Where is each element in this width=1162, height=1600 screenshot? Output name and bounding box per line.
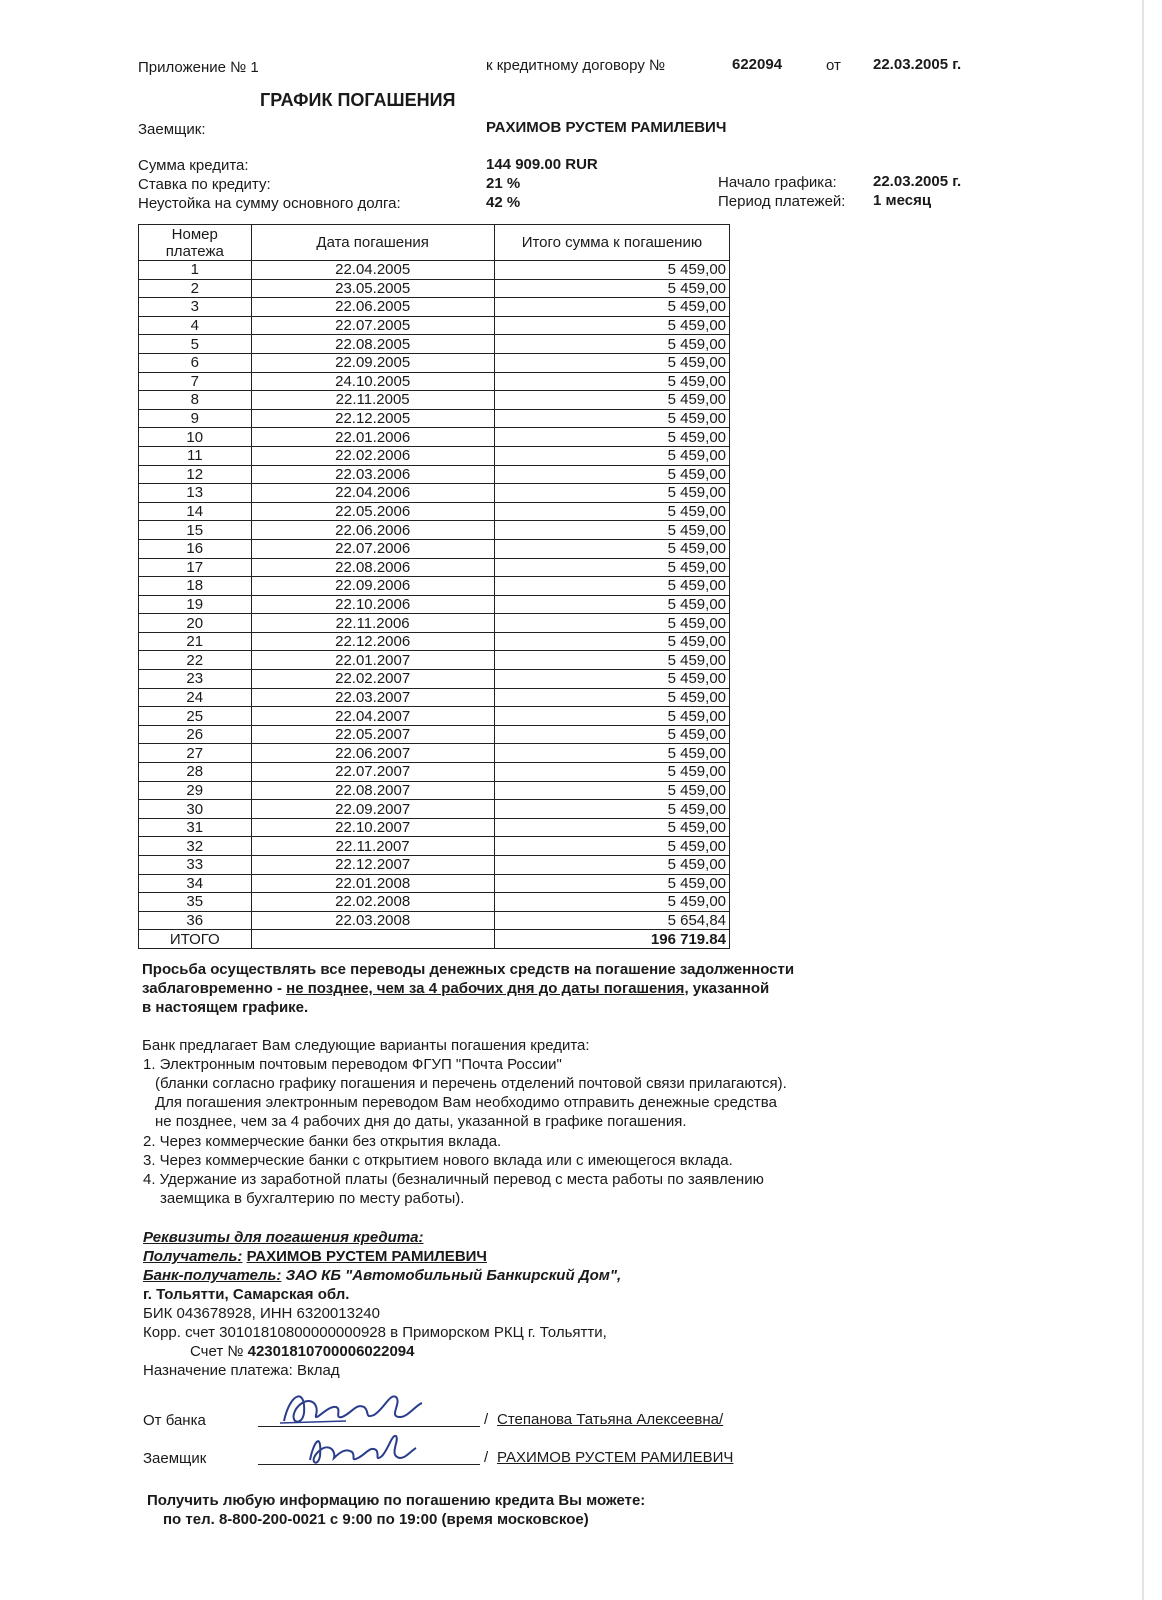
payment-amount-cell: 5 459,00 [494,707,729,726]
table-row [139,279,730,298]
recipient-name: РАХИМОВ РУСТЕМ РАМИЛЕВИЧ [246,1248,487,1265]
payment-date-cell: 22.02.2006 [251,446,494,465]
table-row [139,856,730,875]
table-row [139,781,730,800]
payment-amount-cell: 5 459,00 [494,893,729,912]
payment-number-cell: 31 [139,818,252,837]
table-row [139,763,730,782]
payment-date-cell: 22.11.2006 [251,614,494,633]
period-value: 1 месяц [873,192,932,209]
payment-number-cell: 19 [139,595,252,614]
table-row [139,744,730,763]
scan-edge [1142,0,1144,1600]
payment-date-cell: 22.04.2006 [251,484,494,503]
payment-amount-cell: 5 459,00 [494,521,729,540]
payment-amount-cell: 5 459,00 [494,279,729,298]
payment-amount-cell: 5 459,00 [494,316,729,335]
payment-amount-cell: 5 459,00 [494,353,729,372]
contract-label: к кредитному договору № [486,57,666,74]
payment-number-cell: 6 [139,353,252,372]
payment-number-cell: 22 [139,651,252,670]
payment-date-cell: 22.09.2005 [251,353,494,372]
contract-number: 622094 [732,56,783,73]
start-label: Начало графика: [718,174,837,191]
payment-purpose: Назначение платежа: Вклад [143,1362,340,1379]
table-row [139,688,730,707]
payment-number-cell: 14 [139,502,252,521]
bank-city: г. Тольятти, Самарская обл. [143,1286,350,1303]
table-row [139,818,730,837]
payment-number-cell: 11 [139,446,252,465]
contract-date: 22.03.2005 г. [873,56,962,73]
payment-number-cell: 12 [139,465,252,484]
column-header-sum: Итого сумма к погашению [494,225,729,261]
info-line-1: Получить любую информацию по погашению кредита Вы можете: [147,1492,646,1509]
bank-name: ЗАО КБ "Автомобильный Банкирский Дом", [285,1267,622,1284]
payment-amount-cell: 5 459,00 [494,558,729,577]
table-row [139,577,730,596]
table-body [139,261,730,930]
payment-date-cell: 22.06.2007 [251,744,494,763]
payment-number-cell: 20 [139,614,252,633]
payment-number-cell: 1 [139,261,252,280]
table-row [139,893,730,912]
option-line: (бланки согласно графику погашения и перечень отделений почтовой связи прилагаются). [155,1075,787,1092]
amount-value: 144 909.00 RUR [486,156,598,173]
payment-date-cell: 22.05.2007 [251,725,494,744]
payment-amount-cell: 5 459,00 [494,837,729,856]
table-row [139,707,730,726]
payment-date-cell: 22.08.2005 [251,335,494,354]
bank-line [143,1267,621,1284]
request-line-2 [142,980,769,997]
payment-number-cell: 32 [139,837,252,856]
payment-date-cell: 22.08.2007 [251,781,494,800]
payment-date-cell: 22.11.2005 [251,391,494,410]
column-header-number-line2: платежа [165,242,224,260]
payment-number-cell: 8 [139,391,252,410]
payment-number-cell: 21 [139,632,252,651]
payment-number-cell: 13 [139,484,252,503]
options-intro: Банк предлагает Вам следующие варианты погашения кредита: [142,1037,590,1054]
from-label: от [826,57,841,74]
payment-number-cell: 17 [139,558,252,577]
column-header-number [139,225,252,261]
appendix-label: Приложение № 1 [138,59,259,76]
payment-number-cell: 4 [139,316,252,335]
payment-date-cell: 22.12.2005 [251,409,494,428]
borrower-label: Заемщик: [138,121,206,138]
request-line-2-pre: заблаговременно - [142,980,287,997]
table-row [139,670,730,689]
bank-label: Банк-получатель: [143,1267,282,1284]
payment-number-cell: 34 [139,874,252,893]
payment-amount-cell: 5 459,00 [494,688,729,707]
table-row [139,372,730,391]
repayment-schedule-table [138,224,730,949]
payment-amount-cell: 5 459,00 [494,484,729,503]
bank-signature-label: От банка [143,1412,206,1429]
account-line [190,1343,414,1360]
payment-amount-cell: 5 459,00 [494,502,729,521]
table-row [139,353,730,372]
table-row [139,465,730,484]
penalty-label: Неустойка на сумму основного долга: [138,195,401,212]
payment-date-cell: 22.02.2007 [251,670,494,689]
payment-date-cell: 22.04.2005 [251,261,494,280]
payment-amount-cell: 5 459,00 [494,614,729,633]
payment-date-cell: 22.07.2005 [251,316,494,335]
request-line-3: в настоящем графике. [142,999,309,1016]
rate-label: Ставка по кредиту: [138,176,271,193]
payment-amount-cell: 5 459,00 [494,670,729,689]
table-row [139,446,730,465]
payment-number-cell: 23 [139,670,252,689]
payment-date-cell: 22.08.2006 [251,558,494,577]
payment-number-cell: 15 [139,521,252,540]
table-row [139,502,730,521]
payment-date-cell: 22.12.2007 [251,856,494,875]
payment-number-cell: 24 [139,688,252,707]
request-line-2-post: , указанной [684,980,770,997]
payment-amount-cell: 5 459,00 [494,856,729,875]
payment-number-cell: 3 [139,298,252,317]
column-header-number-line1: Номер [171,225,218,243]
payment-amount-cell: 5 459,00 [494,446,729,465]
payment-number-cell: 27 [139,744,252,763]
payment-date-cell: 22.09.2006 [251,577,494,596]
table-row [139,614,730,633]
payment-amount-cell: 5 459,00 [494,298,729,317]
account-number: 42301810700006022094 [247,1343,415,1360]
payment-number-cell: 5 [139,335,252,354]
bank-signer-slash: / [484,1411,489,1428]
payment-date-cell: 22.09.2007 [251,800,494,819]
payment-number-cell: 25 [139,707,252,726]
payment-amount-cell: 5 459,00 [494,577,729,596]
payment-amount-cell: 5 459,00 [494,409,729,428]
payment-number-cell: 36 [139,911,252,930]
payment-number-cell: 9 [139,409,252,428]
table-row [139,428,730,447]
recipient-label: Получатель: [143,1248,243,1265]
payment-amount-cell: 5 459,00 [494,874,729,893]
payment-number-cell: 35 [139,893,252,912]
payment-amount-cell: 5 459,00 [494,428,729,447]
borrower-name: РАХИМОВ РУСТЕМ РАМИЛЕВИЧ [486,119,727,136]
payment-date-cell: 22.05.2006 [251,502,494,521]
rate-value: 21 % [486,175,521,192]
payment-amount-cell: 5 459,00 [494,372,729,391]
payment-date-cell: 22.07.2006 [251,539,494,558]
bank-signer-name: Степанова Татьяна Алексеевна/ [497,1411,724,1428]
total-empty-cell [251,930,494,949]
payment-amount-cell: 5 459,00 [494,539,729,558]
borrower-signer-name: РАХИМОВ РУСТЕМ РАМИЛЕВИЧ [497,1449,734,1466]
table-row [139,632,730,651]
account-label: Счет № [190,1343,244,1360]
payment-date-cell: 22.10.2006 [251,595,494,614]
table-row [139,298,730,317]
table-row [139,316,730,335]
table-row [139,837,730,856]
table-row [139,651,730,670]
table-row [139,725,730,744]
payment-date-cell: 22.02.2008 [251,893,494,912]
payment-number-cell: 26 [139,725,252,744]
payment-date-cell: 22.03.2006 [251,465,494,484]
payment-date-cell: 22.03.2008 [251,911,494,930]
period-label: Период платежей: [718,193,846,210]
payment-amount-cell: 5 654,84 [494,911,729,930]
requisites-heading: Реквизиты для погашения кредита: [143,1229,424,1246]
payment-amount-cell: 5 459,00 [494,818,729,837]
option-line: 2. Через коммерческие банки без открытия вклада. [143,1133,502,1150]
page-title: ГРАФИК ПОГАШЕНИЯ [260,90,456,110]
start-value: 22.03.2005 г. [873,173,962,190]
table-row [139,391,730,410]
payment-amount-cell: 5 459,00 [494,651,729,670]
payment-number-cell: 16 [139,539,252,558]
payment-amount-cell: 5 459,00 [494,632,729,651]
option-line: 3. Через коммерческие банки с открытием нового вклада или с имеющегося вклада. [143,1152,733,1169]
table-row [139,558,730,577]
borrower-signature-label: Заемщик [143,1450,207,1467]
amount-label: Сумма кредита: [138,157,249,174]
total-value: 196 719.84 [494,930,729,949]
payment-date-cell: 23.05.2005 [251,279,494,298]
option-line: 1. Электронным почтовым переводом ФГУП "Почта России" [143,1056,562,1073]
corr-account: Корр. счет 30101810800000000928 в Приморском РКЦ г. Тольятти, [143,1324,607,1341]
payment-amount-cell: 5 459,00 [494,744,729,763]
column-header-date: Дата погашения [251,225,494,261]
payment-date-cell: 22.07.2007 [251,763,494,782]
table-row [139,335,730,354]
payment-date-cell: 22.10.2007 [251,818,494,837]
payment-number-cell: 2 [139,279,252,298]
borrower-signature-icon [300,1426,420,1472]
penalty-value: 42 % [486,194,521,211]
borrower-signer-slash: / [484,1449,489,1466]
payment-date-cell: 22.03.2007 [251,688,494,707]
table-row [139,409,730,428]
table-row [139,521,730,540]
option-line: не позднее, чем за 4 рабочих дня до даты, указанной в графике погашения. [155,1113,687,1130]
payment-amount-cell: 5 459,00 [494,335,729,354]
payment-date-cell: 22.12.2006 [251,632,494,651]
table-row [139,484,730,503]
option-line: Для погашения электронным переводом Вам необходимо отправить денежные средства [155,1094,777,1111]
table-row [139,800,730,819]
payment-amount-cell: 5 459,00 [494,595,729,614]
table-row [139,595,730,614]
table-row [139,874,730,893]
payment-amount-cell: 5 459,00 [494,763,729,782]
payment-date-cell: 22.06.2006 [251,521,494,540]
payment-date-cell: 22.11.2007 [251,837,494,856]
payment-amount-cell: 5 459,00 [494,800,729,819]
info-line-2: по тел. 8-800-200-0021 с 9:00 по 19:00 (время московское) [163,1511,589,1528]
payment-number-cell: 18 [139,577,252,596]
recipient-line [143,1248,487,1265]
payment-amount-cell: 5 459,00 [494,781,729,800]
request-deadline-underlined: не позднее, чем за 4 рабочих дня до даты погашения [286,980,685,997]
payment-date-cell: 22.06.2005 [251,298,494,317]
payment-number-cell: 28 [139,763,252,782]
payment-number-cell: 33 [139,856,252,875]
payment-number-cell: 30 [139,800,252,819]
table-row [139,261,730,280]
bank-bik: БИК 043678928, ИНН 6320013240 [143,1305,380,1322]
table-header-row [139,225,730,261]
payment-number-cell: 29 [139,781,252,800]
payment-number-cell: 7 [139,372,252,391]
payment-amount-cell: 5 459,00 [494,261,729,280]
table-row [139,539,730,558]
option-line: заемщика в бухгалтерию по месту работы). [160,1190,465,1207]
payment-amount-cell: 5 459,00 [494,465,729,484]
request-line-1: Просьба осуществлять все переводы денежных средств на погашение задолженности [142,961,795,978]
payment-date-cell: 24.10.2005 [251,372,494,391]
payment-date-cell: 22.04.2007 [251,707,494,726]
payment-date-cell: 22.01.2007 [251,651,494,670]
total-label: ИТОГО [139,930,252,949]
payment-amount-cell: 5 459,00 [494,391,729,410]
table-row [139,911,730,930]
payment-date-cell: 22.01.2008 [251,874,494,893]
payment-amount-cell: 5 459,00 [494,725,729,744]
total-row [139,930,730,949]
payment-number-cell: 10 [139,428,252,447]
option-line: 4. Удержание из заработной платы (безналичный перевод с места работы по заявлению [143,1171,764,1188]
payment-date-cell: 22.01.2006 [251,428,494,447]
